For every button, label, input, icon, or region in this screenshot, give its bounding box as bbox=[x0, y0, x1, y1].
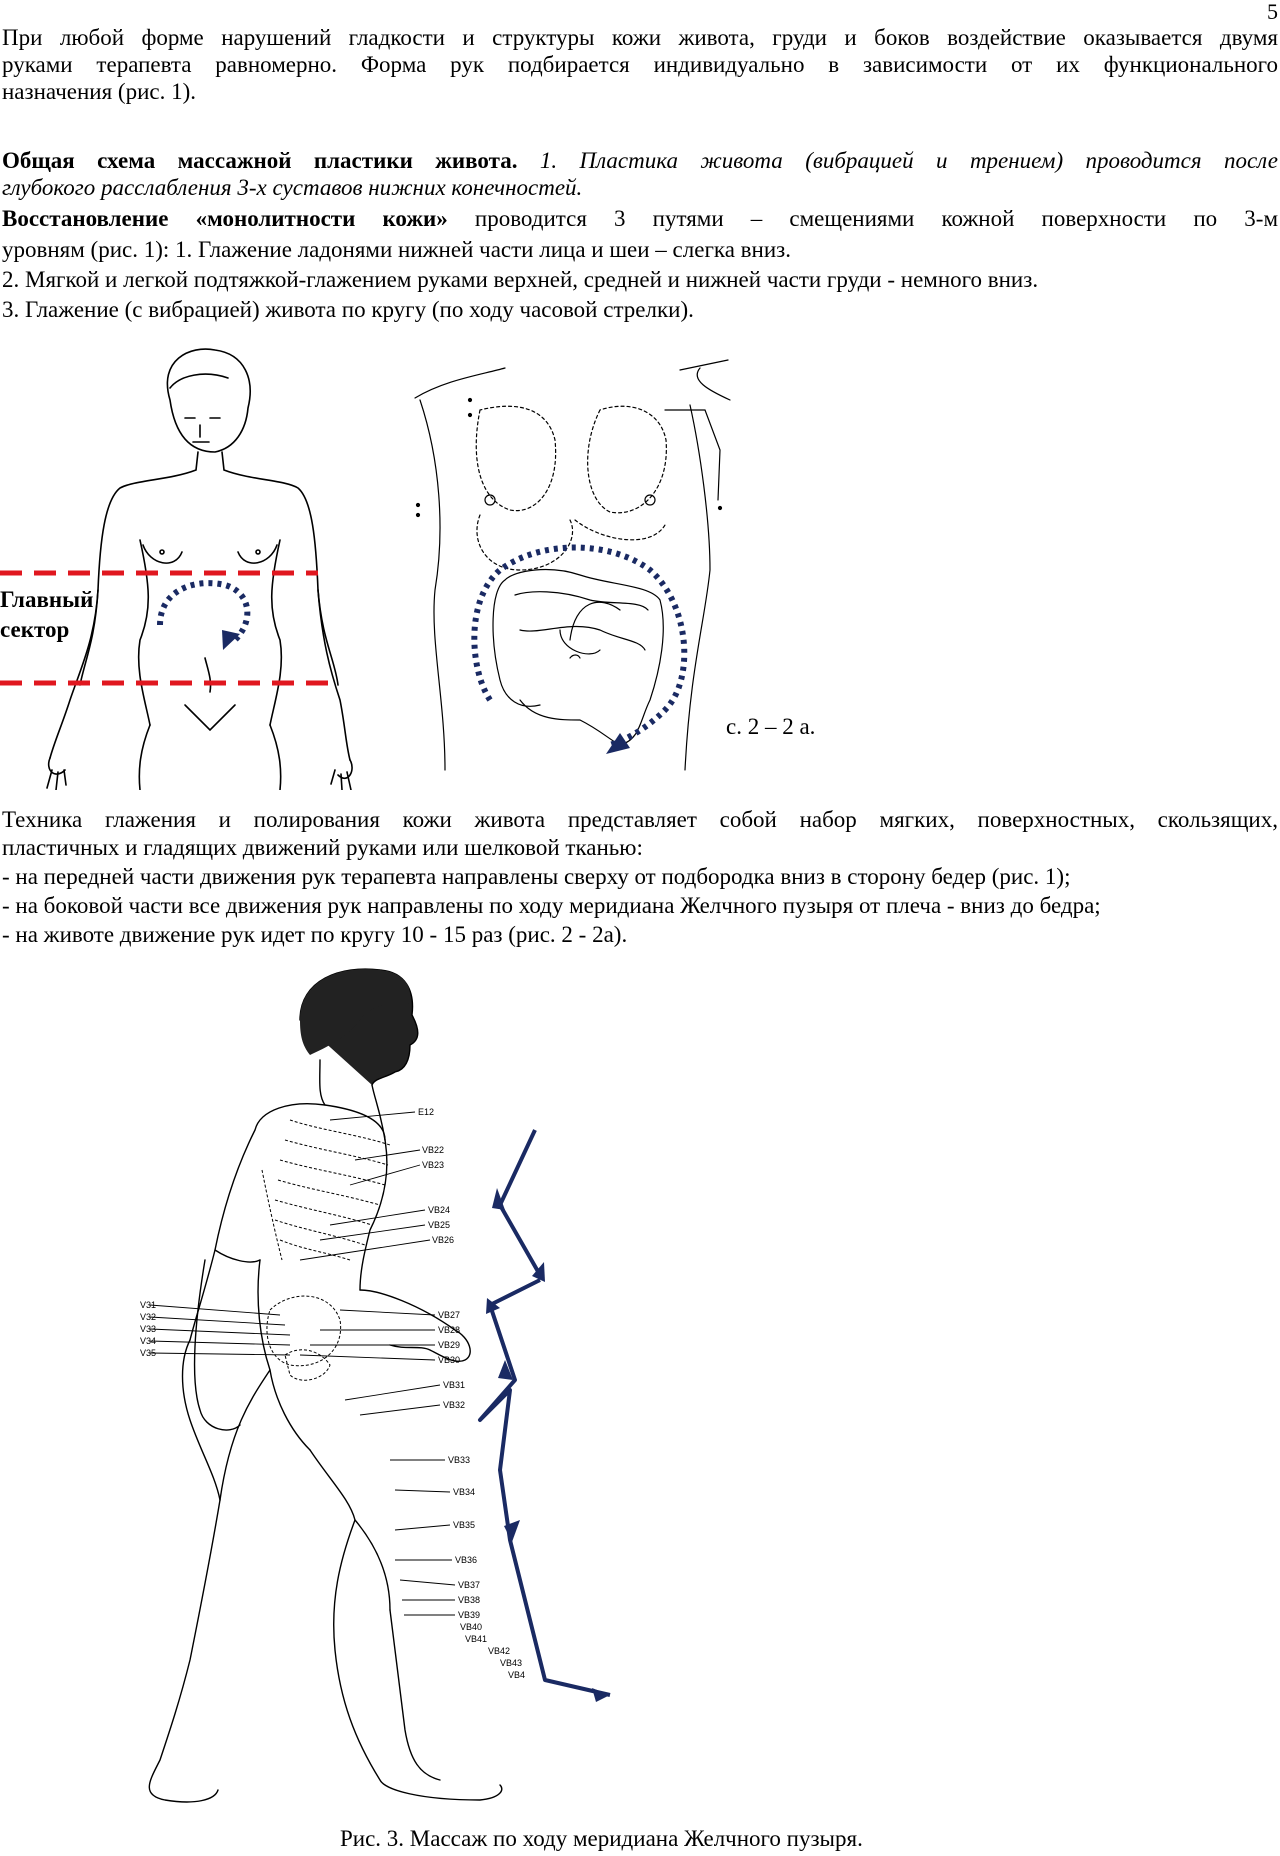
point-label-v35: V35 bbox=[140, 1348, 157, 1358]
restore-rest: проводится 3 путями – смещениями кожной поверхности по 3-м bbox=[474, 206, 1278, 231]
point-label-vb40: VB40 bbox=[460, 1622, 483, 1632]
female-figure-drawing bbox=[47, 349, 352, 790]
scheme-italic-2: глубокого расслабления 3-х суставов нижних конечностей. bbox=[2, 175, 583, 200]
point-label-vb43: VB43 bbox=[500, 1658, 523, 1668]
point-label-vb42: VB42 bbox=[488, 1646, 511, 1656]
intro-line-2: руками терапевта равномерно. Форма рук подбирается индивидуально в зависимости от их функционального bbox=[2, 52, 1278, 77]
point-label-vb34: VB34 bbox=[453, 1487, 476, 1497]
point-label-v31: V31 bbox=[140, 1300, 157, 1310]
point-label-vb27: VB27 bbox=[438, 1310, 461, 1320]
point-label-vb31: VB31 bbox=[443, 1380, 466, 1390]
point-label-vb37: VB37 bbox=[458, 1580, 481, 1590]
technique-line-1: Техника глажения и полирования кожи живота представляет собой набор мягких, поверхностных, скользящих, bbox=[2, 807, 1278, 832]
figure-2-caption: с. 2 – 2 а. bbox=[726, 714, 816, 739]
scheme-italic-1: 1. Пластика живота (вибрацией и трением) проводится после bbox=[539, 148, 1278, 173]
point-label-vb25: VB25 bbox=[428, 1220, 451, 1230]
point-label-vb33: VB33 bbox=[448, 1455, 471, 1465]
intro-line-1: При любой форме нарушений гладкости и структуры кожи живота, груди и боков воздействие оказывается двумя bbox=[2, 25, 1278, 50]
main-sector-label-line2: сектор bbox=[0, 617, 70, 642]
main-sector-label-line1: Главный bbox=[0, 587, 94, 612]
technique-line-2: пластичных и гладящих движений руками или шелковой тканью: bbox=[2, 835, 643, 860]
point-label-v32: V32 bbox=[140, 1312, 157, 1322]
scheme-line-1 bbox=[2, 147, 1278, 174]
point-label-vb24: VB24 bbox=[428, 1205, 451, 1215]
meridian-path-arrows bbox=[480, 1130, 610, 1695]
figure-meridian-diagram bbox=[0, 960, 1280, 1820]
technique-line-4: - на боковой части все движения рук направлены по ходу меридиана Желчного пузыря от плеча - вниз до бедра; bbox=[2, 893, 1101, 918]
point-label-vb22: VB22 bbox=[422, 1145, 445, 1155]
intro-line-3: назначения (рис. 1). bbox=[2, 79, 197, 104]
point-label-vb39: VB39 bbox=[458, 1610, 481, 1620]
restore-line-3: 2. Мягкой и легкой подтяжкой-глажением руками верхней, средней и нижней части груди - немного вниз. bbox=[2, 267, 1039, 292]
point-label-vb35: VB35 bbox=[453, 1520, 476, 1530]
point-label-vb29: VB29 bbox=[438, 1340, 461, 1350]
point-label-vb30: VB30 bbox=[438, 1355, 461, 1365]
point-label-vb26: VB26 bbox=[432, 1235, 455, 1245]
main-sector-label bbox=[0, 585, 93, 645]
restore-line-4: 3. Глажение (с вибрацией) живота по кругу (по ходу часовой стрелки). bbox=[2, 297, 694, 322]
point-label-vb32: VB32 bbox=[443, 1400, 466, 1410]
page-number: 5 bbox=[1267, 0, 1278, 24]
pelvis-drawing bbox=[267, 1296, 341, 1380]
point-label-vb28: VB28 bbox=[438, 1325, 461, 1335]
restore-line-1 bbox=[2, 205, 1278, 232]
figure-3-caption: Рис. 3. Массаж по ходу меридиана Желчного пузыря. bbox=[340, 1826, 863, 1851]
scheme-title: Общая схема массажной пластики живота. bbox=[2, 148, 518, 173]
restore-line-2: уровням (рис. 1): 1. Глажение ладонями нижней части лица и шеи – слегка вниз. bbox=[2, 237, 791, 262]
point-label-vb36: VB36 bbox=[455, 1555, 478, 1565]
meridian-point-lines bbox=[150, 1112, 455, 1615]
point-label-vb38: VB38 bbox=[458, 1595, 481, 1605]
point-label-vb4: VB4 bbox=[508, 1670, 526, 1680]
point-label-vb23: VB23 bbox=[422, 1160, 445, 1170]
point-label-vb41: VB41 bbox=[465, 1634, 488, 1644]
point-label-v33: V33 bbox=[140, 1324, 157, 1334]
restore-bold: Восстановление «монолитности кожи» bbox=[2, 206, 448, 231]
technique-line-3: - на передней части движения рук терапевта направлены сверху от подбородка вниз в сторону бедер (рис. 1); bbox=[2, 864, 1071, 889]
torso-anatomy-drawing bbox=[415, 360, 730, 770]
point-label-e12: E12 bbox=[418, 1107, 435, 1117]
clockwise-arrow-small bbox=[160, 583, 247, 650]
technique-line-5: - на животе движение рук идет по кругу 10 - 15 раз (рис. 2 - 2а). bbox=[2, 922, 628, 947]
point-label-v34: V34 bbox=[140, 1336, 157, 1346]
